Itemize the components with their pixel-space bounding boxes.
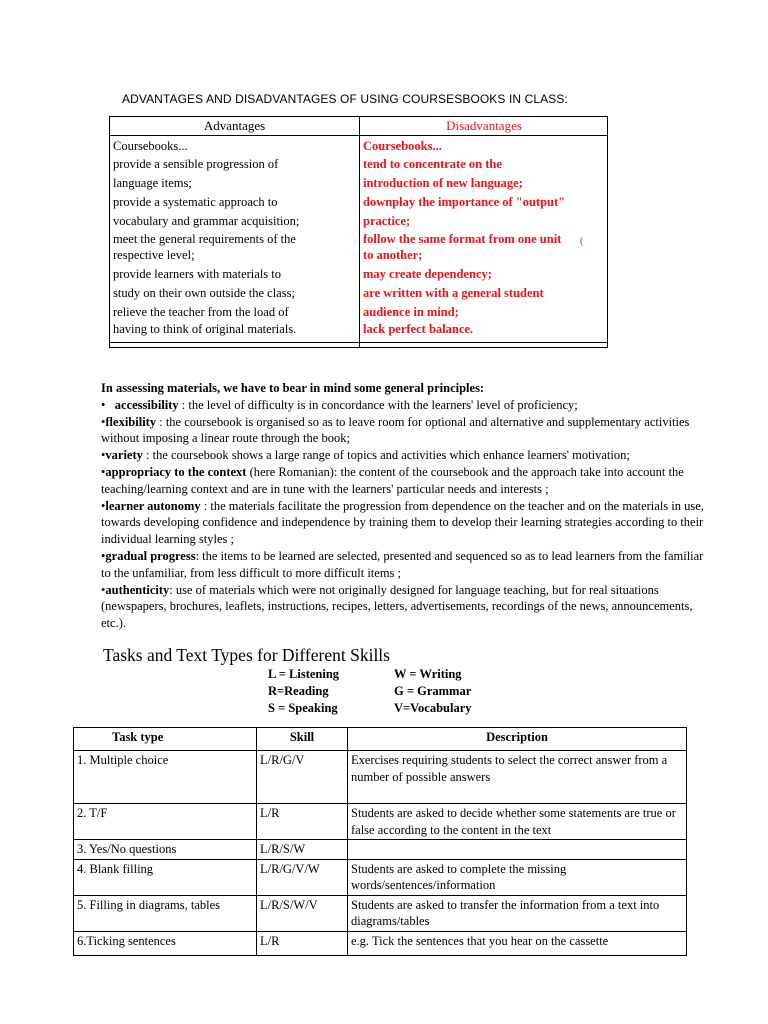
bullet-icon: •: [101, 448, 106, 463]
column-header: Description: [348, 728, 687, 751]
table-row: [74, 840, 687, 860]
legend-item: S = Speaking: [268, 701, 338, 715]
skill-cell: L/R/S/W/V: [257, 895, 348, 931]
bullet-icon: •: [101, 582, 106, 597]
task-type-cell: 6.Ticking sentences: [74, 931, 257, 955]
description-cell: e.g. Tick the sentences that you hear on the cassette: [348, 931, 687, 955]
task-type-cell: 3. Yes/No questions: [74, 840, 257, 860]
disadvantage-line: Coursebooks...: [363, 139, 442, 153]
bullet-icon: •: [101, 414, 106, 429]
advantage-line: provide a sensible progression of: [113, 157, 279, 171]
principle-term: gradual progress: [105, 548, 196, 563]
principle-item: [101, 548, 713, 582]
table-row: [74, 931, 687, 955]
disadvantage-line: practice;: [363, 214, 411, 228]
advantage-line: language items;: [113, 176, 192, 190]
principle-item: [101, 447, 713, 464]
tasks-table: [73, 727, 687, 956]
advantage-line: respective level;: [113, 248, 195, 262]
principle-term: authenticity: [105, 582, 170, 597]
principles-lead: In assessing materials, we have to bear in mind some general principles:: [101, 381, 485, 395]
disadvantage-line: audience in mind;: [363, 305, 459, 319]
column-header: Task type: [74, 728, 257, 751]
advantage-line: relieve the teacher from the load of: [113, 305, 289, 319]
principle-text: : the coursebook is organised so as to leave room for optional and alternative and supplementary activities without imposing a linear route through the book;: [101, 414, 690, 446]
task-type-cell: 1. Multiple choice: [74, 751, 257, 804]
legend-item: W = Writing: [394, 667, 462, 681]
table-row: [74, 804, 687, 840]
legend-item: R=Reading: [268, 684, 329, 698]
bullet-icon: •: [101, 548, 106, 563]
legend-item: L = Listening: [268, 667, 340, 681]
skill-cell: L/R/G/V/W: [257, 859, 348, 895]
description-cell: Students are asked to decide whether some statements are true or false according to the content in the text: [348, 804, 687, 840]
disadvantage-line: to another;: [363, 248, 423, 262]
description-cell: Exercises requiring students to select the correct answer from a number of possible answers: [348, 751, 687, 804]
advantage-line: provide a systematic approach to: [113, 195, 278, 209]
skill-cell: L/R: [257, 804, 348, 840]
task-type-cell: 5. Filling in diagrams, tables: [74, 895, 257, 931]
principle-item: [101, 498, 713, 548]
advantages-header: Advantages: [203, 118, 266, 133]
principle-term: variety: [105, 448, 143, 463]
table-divider: [110, 135, 607, 136]
principle-term: accessibility: [114, 397, 179, 412]
advantage-line: study on their own outside the class;: [113, 286, 295, 300]
skill-cell: L/R/S/W: [257, 840, 348, 860]
principle-text: : the level of difficulty is in concordance with the learners' level of proficiency;: [178, 397, 578, 412]
advantage-line: Coursebooks...: [113, 139, 188, 153]
disadvantages-header: Disadvantages: [446, 118, 522, 133]
principle-text: : the coursebook shows a large range of topics and activities which enhance learners' motivation;: [142, 448, 630, 463]
task-type-cell: 4. Blank filling: [74, 859, 257, 895]
principle-term: appropriacy to the context: [105, 464, 247, 479]
principle-text: (here Romanian): the content of the coursebook and the approach take into account the teaching/learning context and are in tune with the learners' particular needs and interests ;: [101, 464, 684, 496]
advantages-title: ADVANTAGES AND DISADVANTAGES OF USING COURSESBOOKS IN CLASS:: [122, 92, 568, 106]
advantage-line: meet the general requirements of the: [113, 232, 296, 246]
description-cell: [348, 840, 687, 860]
advantage-line: provide learners with materials to: [113, 267, 281, 281]
disadvantage-line: introduction of new language;: [363, 176, 523, 190]
bullet-icon: •: [101, 498, 106, 513]
description-cell: Students are asked to complete the missing words/sentences/information: [348, 859, 687, 895]
principle-item: [101, 582, 713, 632]
table-row: [74, 859, 687, 895]
column-header: Skill: [257, 728, 348, 751]
bullet-icon: •: [101, 397, 115, 412]
advantage-line: having to think of original materials.: [113, 322, 297, 336]
principles-section: [101, 380, 713, 632]
principle-term: flexibility: [105, 414, 157, 429]
table-row: [74, 895, 687, 931]
principle-item: [101, 464, 713, 498]
tasks-title: Tasks and Text Types for Different Skills: [103, 645, 390, 665]
legend-item: G = Grammar: [394, 684, 472, 698]
skill-cell: L/R: [257, 931, 348, 955]
principle-text: : the materials facilitate the progression from dependence on the teacher and on the materials in use, towards developing confidence and independence by training them to develop their learning strategies according to their individual learning styles ;: [101, 498, 704, 547]
advantage-line: vocabulary and grammar acquisition;: [113, 214, 300, 228]
description-cell: Students are asked to transfer the information from a text into diagrams/tables: [348, 895, 687, 931]
disadvantage-line: tend to concentrate on the: [363, 157, 502, 171]
legend-item: V=Vocabulary: [394, 701, 472, 715]
table-row: [74, 751, 687, 804]
principle-item: [101, 414, 713, 448]
principle-term: learner autonomy: [105, 498, 201, 513]
task-type-cell: 2. T/F: [74, 804, 257, 840]
principle-text: : the items to be learned are selected, presented and sequenced so as to lead learners from the familiar to the unfamiliar, from less difficult to more difficult items ;: [101, 548, 704, 580]
disadvantage-line: downplay the importance of "output": [363, 195, 566, 209]
bullet-icon: •: [101, 464, 106, 479]
disadvantage-line: may create dependency;: [363, 267, 492, 281]
principle-item: [101, 397, 713, 414]
disadvantage-line: follow the same format from one unit: [363, 232, 562, 246]
stray-mark: (: [580, 236, 584, 247]
skill-cell: L/R/G/V: [257, 751, 348, 804]
disadvantage-line: are written with a general student: [363, 286, 544, 300]
table-header-row: [74, 728, 687, 751]
table-divider: [359, 117, 360, 347]
disadvantage-line: lack perfect balance.: [363, 322, 474, 336]
table-divider: [110, 342, 607, 343]
advantages-table: [109, 116, 608, 348]
principle-text: : use of materials which were not originally designed for language teaching, but for real situations (newspapers, brochures, leaflets, instructions, recipes, letters, advertisements, recordings of the news, announcements, etc.).: [101, 582, 693, 631]
